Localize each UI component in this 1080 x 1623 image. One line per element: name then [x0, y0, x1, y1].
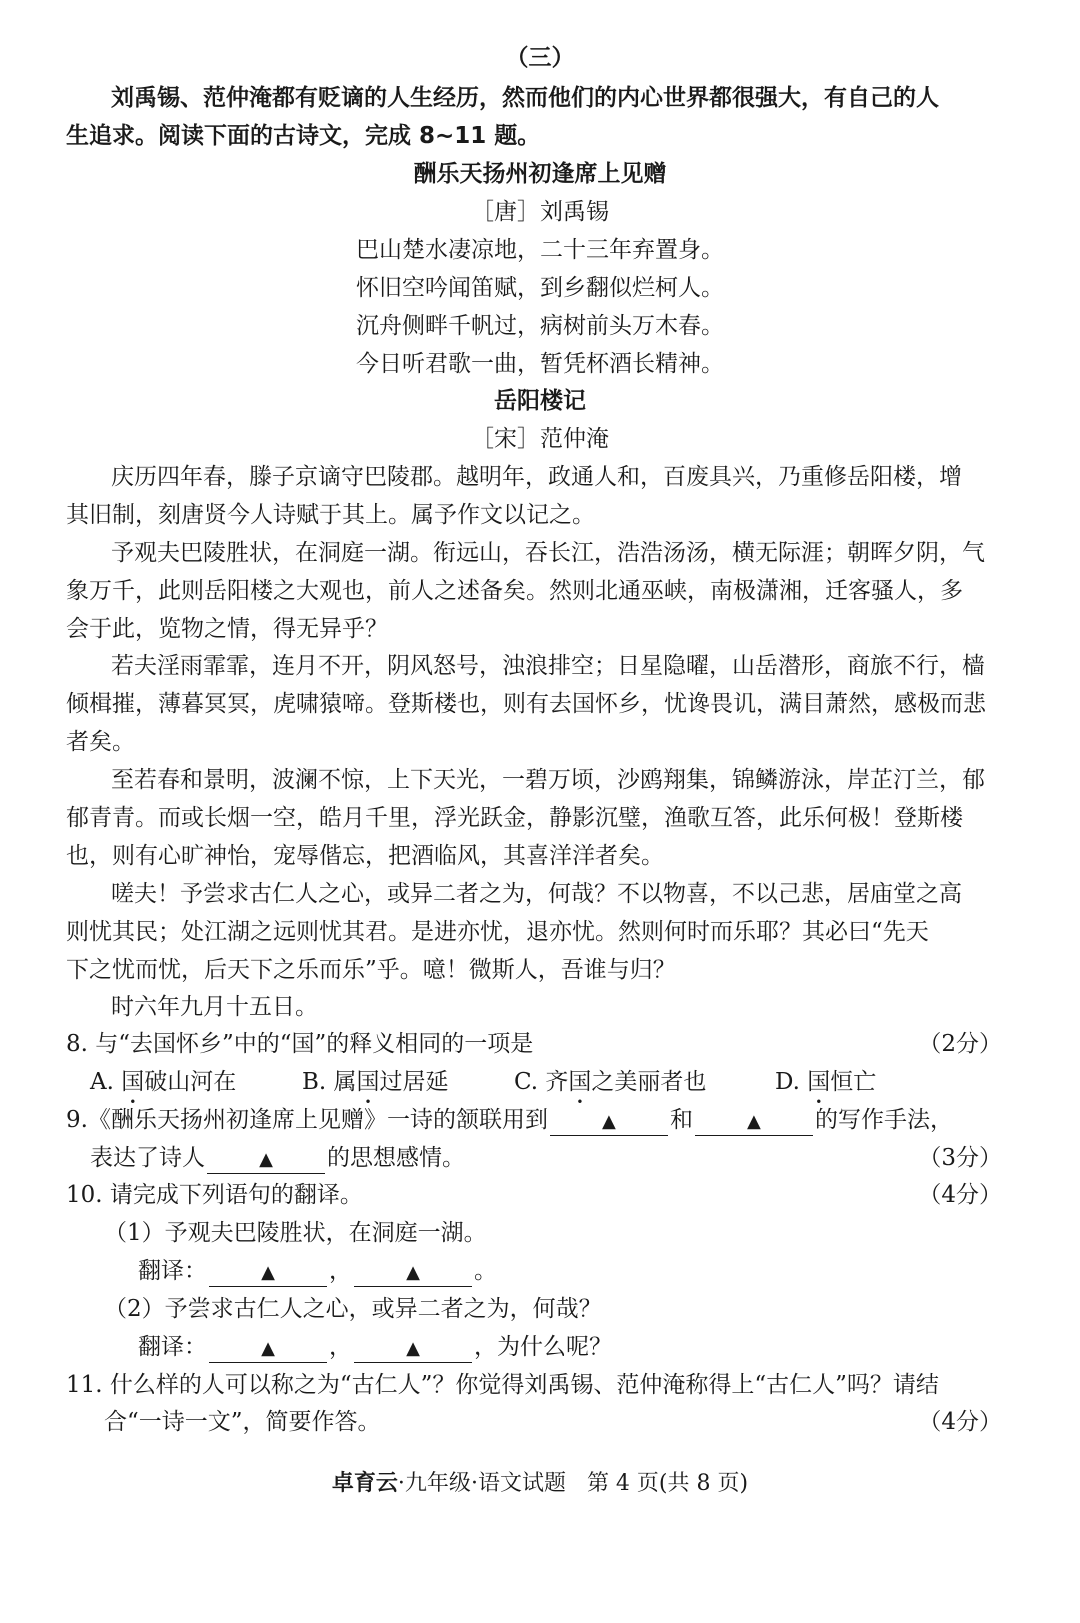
q9-line-2 — [90, 1142, 465, 1174]
blank-marker: ▲ — [602, 1111, 616, 1132]
essay-line: 象万千，此则岳阳楼之大观也，前人之述备矣。然则北通巫峡，南极潇湘，迁客骚人，多 — [66, 578, 963, 604]
essay-line: 庆历四年春，滕子京谪守巴陵郡。越明年，政通人和，百废具兴，乃重修岳阳楼，增 — [111, 464, 962, 490]
option-label: A. — [90, 1069, 122, 1095]
option-label: C. 齐 — [514, 1069, 569, 1095]
emphasis-char: 国 — [568, 1069, 592, 1095]
q9-text: 9.《酬乐天扬州初逢席上见赠》一诗的颔联用到 — [66, 1107, 548, 1133]
q10-score: （4分） — [918, 1182, 1002, 1208]
essay-line: 会于此，览物之情，得无异乎？ — [66, 616, 388, 642]
q10-stem: 10. 请完成下列语句的翻译。 — [66, 1182, 363, 1208]
option-label: B. 属 — [302, 1069, 357, 1095]
q9-text: 和 — [669, 1107, 693, 1133]
poem-author: ［唐］刘禹锡 — [471, 199, 609, 225]
emphasis-char: 国 — [807, 1069, 831, 1095]
page-footer — [0, 1468, 1080, 1500]
option-text: 之美丽者也 — [591, 1069, 707, 1095]
punct: ， — [329, 1258, 352, 1284]
section-intro-line-2: 生追求。阅读下面的古诗文，完成 8~11 题。 — [66, 123, 541, 149]
poem-line: 沉舟侧畔千帆过，病树前头万木春。 — [356, 313, 724, 339]
essay-line: 则忧其民；处江湖之远则忧其君。是进亦忧，退亦忧。然则何时而乐耶？其必曰“先天 — [66, 919, 929, 945]
essay-line: 郁青青。而或长烟一空，皓月千里，浮光跃金，静影沉璧，渔歌互答，此乐何极！登斯楼 — [66, 805, 963, 831]
q10-translate-2 — [138, 1331, 612, 1363]
essay-line: 予观夫巴陵胜状，在洞庭一湖。衔远山，吞长江，浩浩汤汤，横无际涯；朝晖夕阴，气 — [111, 540, 985, 566]
poem-title: 酬乐天扬州初逢席上见赠 — [413, 161, 667, 187]
essay-line: 下之忧而忧，后天下之乐而乐”乎。噫！微斯人，吾谁与归？ — [66, 957, 676, 983]
footer-sep: · — [470, 1471, 478, 1496]
punct: 。 — [474, 1258, 497, 1284]
translate-label: 翻译： — [138, 1258, 207, 1284]
q9-blank-3[interactable] — [207, 1145, 325, 1174]
q8-option-c[interactable] — [514, 1066, 706, 1109]
essay-line: 其旧制，刻唐贤今人诗赋于其上。属予作文以记之。 — [66, 502, 595, 528]
essay-line: 至若春和景明，波澜不惊，上下天光，一碧万顷，沙鸥翔集，锦鳞游泳，岸芷汀兰，郁 — [111, 767, 985, 793]
blank-marker: ▲ — [259, 1149, 273, 1170]
q10-sentence-2: （2）予尝求古仁人之心，或异二者之为，何哉？ — [104, 1296, 602, 1322]
q10-blank-3[interactable] — [209, 1334, 327, 1363]
blank-marker: ▲ — [406, 1262, 420, 1283]
q9-line-1 — [66, 1104, 953, 1136]
q10-blank-4[interactable] — [354, 1334, 472, 1363]
section-heading: （三） — [505, 45, 575, 71]
essay-line: 若夫淫雨霏霏，连月不开，阴风怒号，浊浪排空；日星隐曜，山岳潜形，商旅不行，樯 — [111, 653, 985, 679]
q11-line-1: 11. 什么样的人可以称之为“古仁人”？你觉得刘禹锡、范仲淹称得上“古仁人”吗？请结 — [66, 1372, 939, 1398]
essay-title: 岳阳楼记 — [494, 388, 586, 414]
blank-marker: ▲ — [261, 1338, 275, 1359]
footer-page-number: 第 4 页(共 8 页) — [586, 1471, 749, 1496]
q9-score: （3分） — [918, 1145, 1002, 1171]
q10-sentence-1: （1）予观夫巴陵胜状，在洞庭一湖。 — [104, 1220, 487, 1246]
option-text: 过居延 — [379, 1069, 449, 1095]
option-text: 恒亡 — [830, 1069, 877, 1095]
q8-option-b[interactable] — [302, 1066, 449, 1109]
q9-text: 的写作手法， — [814, 1107, 953, 1133]
q8-score: （2分） — [918, 1031, 1002, 1057]
section-intro-line-1: 刘禹锡、范仲淹都有贬谪的人生经历，然而他们的内心世界都很强大，有自己的人 — [111, 85, 939, 111]
q9-blank-2[interactable] — [695, 1107, 813, 1136]
blank-marker: ▲ — [261, 1262, 275, 1283]
footer-brand: 卓育云 — [331, 1471, 398, 1496]
poem-line: 巴山楚水凄凉地，二十三年弃置身。 — [356, 237, 724, 263]
footer-subject: 语文试题 — [477, 1471, 566, 1496]
q8-option-d[interactable] — [775, 1066, 876, 1109]
emphasis-char: 国 — [356, 1069, 380, 1095]
q10-blank-1[interactable] — [209, 1258, 327, 1287]
q9-text: 表达了诗人 — [90, 1145, 205, 1171]
option-label: D. — [775, 1069, 808, 1095]
essay-line: 倾楫摧，薄暮冥冥，虎啸猿啼。登斯楼也，则有去国怀乡，忧谗畏讥，满目萧然，感极而悲 — [66, 691, 986, 717]
footer-grade: 九年级 — [404, 1471, 471, 1496]
q8-option-a[interactable] — [90, 1066, 236, 1109]
translate-label: 翻译： — [138, 1334, 207, 1360]
punct: ，为什么呢？ — [474, 1334, 612, 1360]
q11-line-2: 合“一诗一文”，简要作答。 — [104, 1409, 381, 1435]
q9-text: 的思想感情。 — [327, 1145, 465, 1171]
q11-score: （4分） — [918, 1409, 1002, 1435]
footer-sep: · — [397, 1471, 405, 1496]
essay-author: ［宋］范仲淹 — [471, 426, 609, 452]
essay-line: 时六年九月十五日。 — [111, 994, 318, 1020]
blank-marker: ▲ — [747, 1111, 761, 1132]
poem-line: 怀旧空吟闻笛赋，到乡翻似烂柯人。 — [356, 275, 724, 301]
essay-line: 者矣。 — [66, 729, 135, 755]
q9-blank-1[interactable] — [550, 1107, 668, 1136]
essay-line: 也，则有心旷神怡，宠辱偕忘，把酒临风，其喜洋洋者矣。 — [66, 843, 664, 869]
essay-line: 嗟夫！予尝求古仁人之心，或异二者之为，何哉？不以物喜，不以己悲，居庙堂之高 — [111, 881, 962, 907]
q8-stem: 8. 与“去国怀乡”中的“国”的释义相同的一项是 — [66, 1031, 534, 1057]
blank-marker: ▲ — [406, 1338, 420, 1359]
emphasis-char: 国 — [121, 1069, 145, 1095]
poem-line: 今日听君歌一曲，暂凭杯酒长精神。 — [356, 351, 724, 377]
q10-translate-1 — [138, 1255, 497, 1287]
punct: ， — [329, 1334, 352, 1360]
option-text: 破山河在 — [144, 1069, 237, 1095]
q10-blank-2[interactable] — [354, 1258, 472, 1287]
